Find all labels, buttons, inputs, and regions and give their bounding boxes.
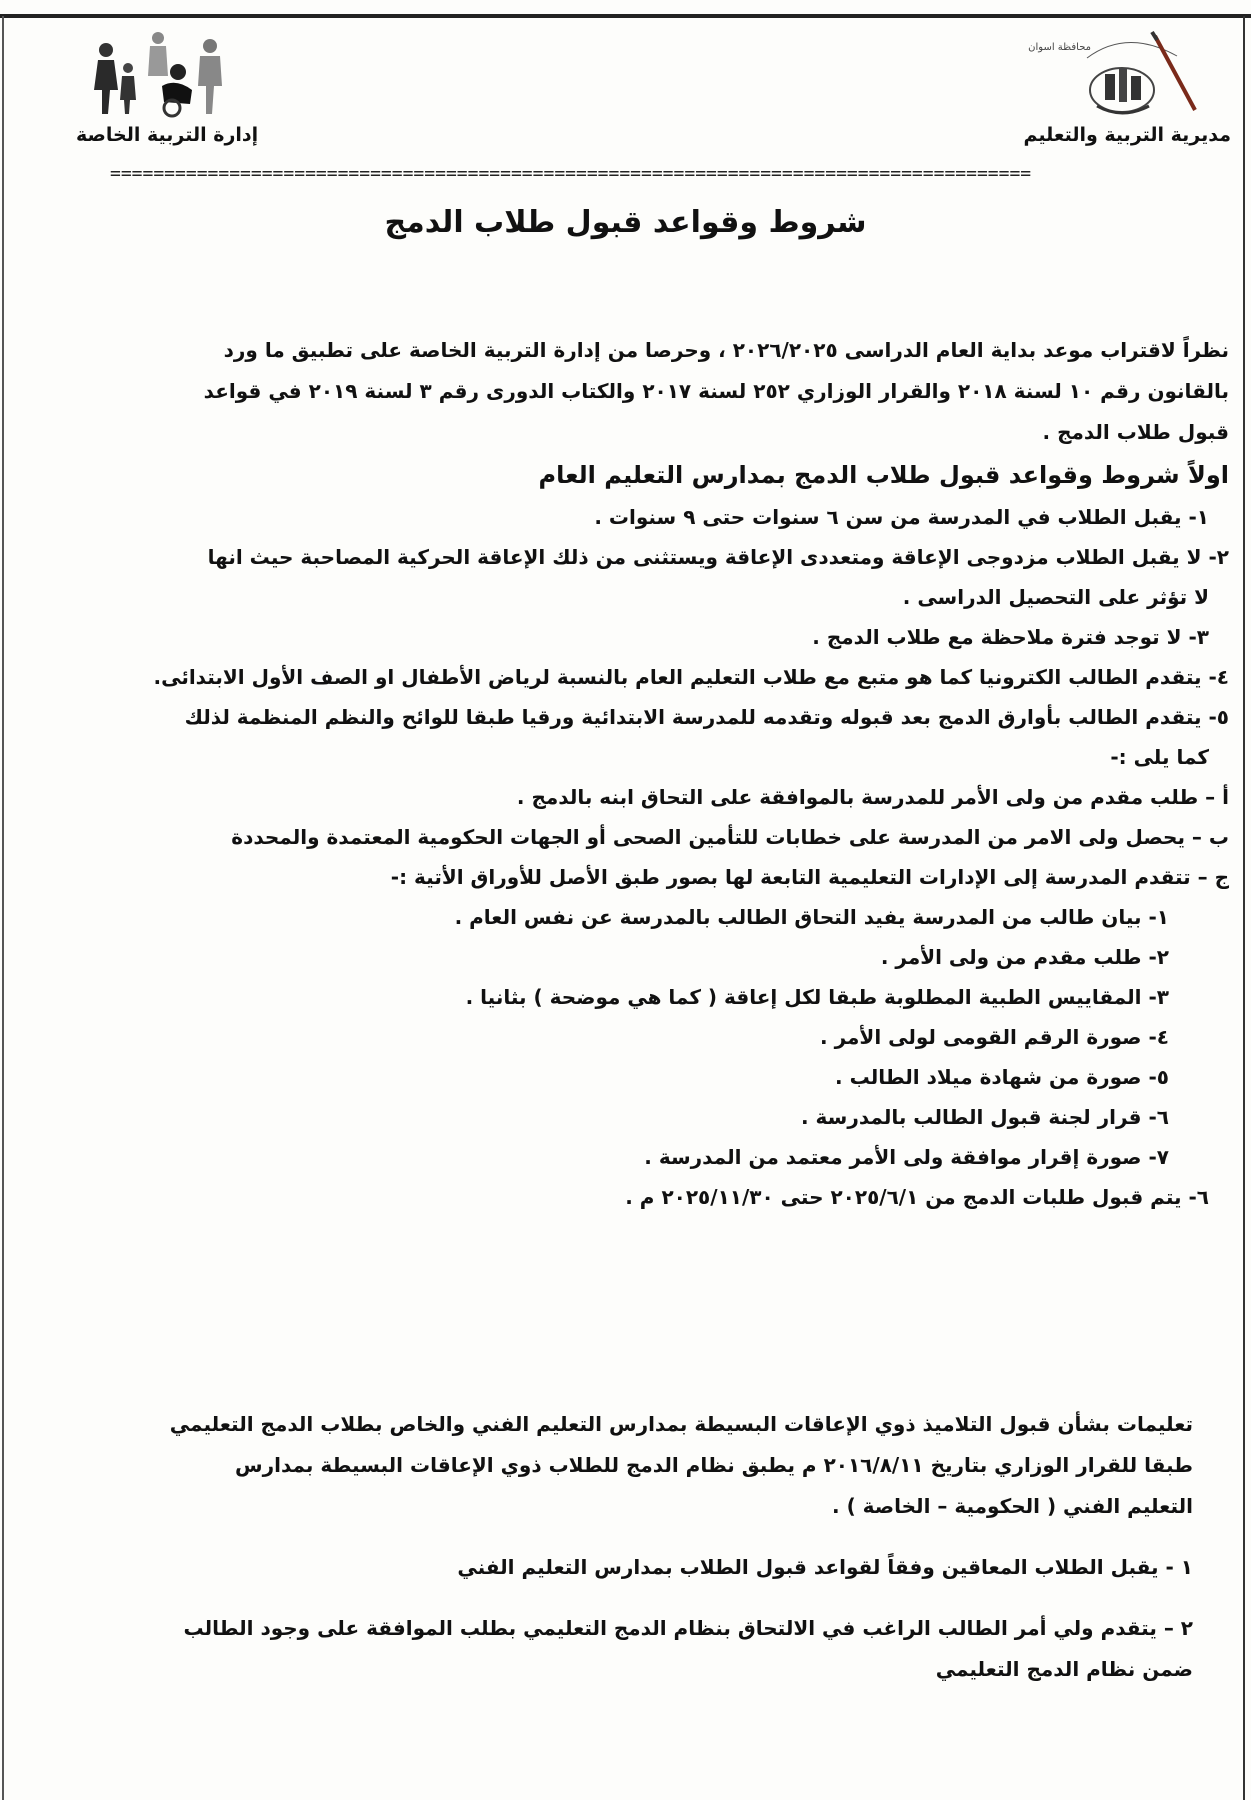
technical-rule-1: ١ - يقبل الطلاب المعاقين وفقاً لقواعد قبول الطلاب بمدارس التعليم الفني	[457, 1555, 1193, 1579]
list-item: ٤- يتقدم الطالب الكترونيا كما هو متبع مع طلاب التعليم العام بالنسبة لرياض الأطفال او الصف الأول الابتدائى.	[153, 665, 1229, 689]
intro-line: قبول طلاب الدمج .	[1042, 420, 1229, 444]
paragraph-line: تعليمات بشأن قبول التلاميذ ذوي الإعاقات البسيطة بمدارس التعليم الفني والخاص بطلاب الدمج التعليمي	[169, 1412, 1193, 1436]
directorate-name: مديرية التربية والتعليم	[1023, 124, 1231, 146]
document-item: ٤- صورة الرقم القومى لولى الأمر .	[820, 1025, 1169, 1049]
list-item: ٥- يتقدم الطالب بأوارق الدمج بعد قبوله وتقدمه للمدرسة الابتدائية ورقيا طبقا للوائح والنظم المنظمة لذلك	[184, 705, 1229, 729]
intro-line: بالقانون رقم ١٠ لسنة ٢٠١٨ والقرار الوزاري ٢٥٢ لسنة ٢٠١٧ والكتاب الدورى رقم ٣ لسنة ٢٠١٩ في قواعد	[203, 379, 1229, 403]
sub-list-item: ب – يحصل ولى الامر من المدرسة على خطابات للتأمين الصحى أو الجهات الحكومية المعتمدة والمحددة	[231, 825, 1229, 849]
paragraph-line: ضمن نظام الدمج التعليمي	[935, 1657, 1193, 1681]
technical-education-section	[110, 1404, 1193, 1690]
section1-heading: اولاً شروط وقواعد قبول طلاب الدمج بمدارس التعليم العام	[538, 461, 1229, 489]
intro-line: نظراً لاقتراب موعد بداية العام الدراسى ٢٠٢٦/٢٠٢٥ ، وحرصا من إدارة التربية الخاصة على تطبيق ما ورد	[223, 338, 1229, 362]
intro-paragraph	[72, 330, 1229, 453]
page-border-left	[2, 16, 4, 1800]
paragraph-line: التعليم الفني ( الحكومية – الخاصة ) .	[832, 1494, 1193, 1518]
technical-education-paragraph	[110, 1404, 1193, 1527]
technical-rule-2	[110, 1608, 1193, 1690]
family-logo	[84, 30, 234, 120]
letterhead	[0, 20, 1251, 190]
paragraph-line: ٢ – يتقدم ولي أمر الطالب الراغب في الالتحاق بنظام الدمج التعليمي بطلب الموافقة على وجود الطالب	[183, 1616, 1193, 1640]
document-item: ٥- صورة من شهادة ميلاد الطالب .	[835, 1065, 1169, 1089]
page-border-top	[0, 14, 1251, 18]
documents-list	[72, 897, 1229, 1177]
document-item: ١- بيان طالب من المدرسة يفيد التحاق الطالب بالمدرسة عن نفس العام .	[454, 905, 1169, 929]
list-item: ٣- لا توجد فترة ملاحظة مع طلاب الدمج .	[812, 625, 1209, 649]
document-item: ٢- طلب مقدم من ولى الأمر .	[880, 945, 1169, 969]
paragraph-line: طبقا للقرار الوزاري بتاريخ ٢٠١٦/٨/١١ م يطبق نظام الدمج للطلاب ذوي الإعاقات البسيطة بمدارس	[234, 1453, 1193, 1477]
application-deadline: ٦- يتم قبول طلبات الدمج من ٢٠٢٥/٦/١ حتى ٢٠٢٥/١١/٣٠ م .	[625, 1185, 1209, 1209]
header-separator: =====================================================================================	[110, 163, 1032, 184]
list-item-continuation: كما يلى :-	[1110, 745, 1209, 769]
sub-list-item: أ – طلب مقدم من ولى الأمر للمدرسة بالموافقة على التحاق ابنه بالدمج .	[516, 785, 1229, 809]
document-item: ٦- قرار لجنة قبول الطالب بالمدرسة .	[800, 1105, 1169, 1129]
page-border-right	[1243, 16, 1245, 1800]
list-item: ١- يقبل الطلاب في المدرسة من سن ٦ سنوات حتى ٩ سنوات .	[594, 505, 1209, 529]
main-content	[72, 330, 1229, 1217]
list-item: ٢- لا يقبل الطلاب مزدوجى الإعاقة ومتعددى الإعاقة ويستثنى من ذلك الإعاقة الحركية المصاحبة حيث انها	[207, 545, 1229, 569]
seal-text: محافظة اسوان	[1028, 42, 1091, 53]
special-education-admin-name: إدارة التربية الخاصة	[76, 124, 259, 146]
sub-list-item: ج – تتقدم المدرسة إلى الإدارات التعليمية التابعة لها بصور طبق الأصل للأوراق الأتية :-	[390, 865, 1229, 889]
document-title: شروط وقواعد قبول طلاب الدمج	[384, 205, 867, 240]
list-item-continuation: لا تؤثر على التحصيل الدراسى .	[902, 585, 1209, 609]
document-item: ٧- صورة إقرار موافقة ولى الأمر معتمد من المدرسة .	[644, 1145, 1169, 1169]
document-item: ٣- المقاييس الطبية المطلوبة طبقا لكل إعاقة ( كما هي موضحة ) بثانيا .	[465, 985, 1169, 1009]
requirements-sublist	[72, 777, 1229, 897]
directorate-seal-logo	[1028, 28, 1207, 124]
section1-conditions-list	[72, 497, 1229, 777]
